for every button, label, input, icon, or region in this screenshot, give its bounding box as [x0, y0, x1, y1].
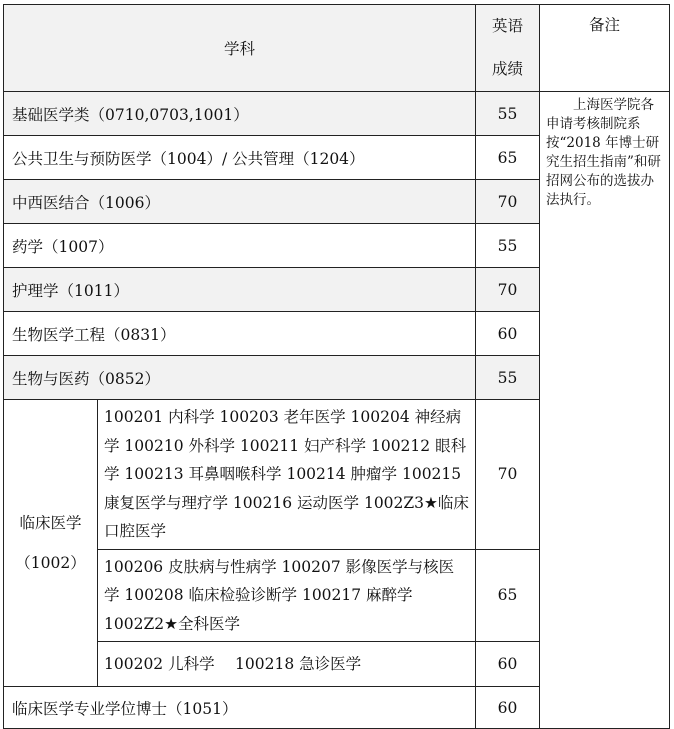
score-cell: 70 [476, 400, 540, 550]
header-score [476, 5, 540, 92]
clinical-subjects-60: 100202 儿科学 100218 急诊医学 [98, 642, 476, 687]
table-row [4, 92, 670, 136]
clinical-label-line2: （1002） [15, 554, 86, 572]
subject-cell: 生物与医药（0852） [4, 356, 476, 400]
score-cell: 65 [476, 136, 540, 180]
score-cell: 55 [476, 356, 540, 400]
score-cell: 70 [476, 268, 540, 312]
clinical-label [4, 400, 98, 687]
clinical-subjects-70: 100201 内科学 100203 老年医学 100204 神经病学 100210 外科学 100211 妇产科学 100212 眼科学 100213 耳鼻咽喉科学 100214 肿瘤学 100215 康复医学与理疗学 100216 运动医学 1002Z3★临床口腔医学 [98, 400, 476, 550]
score-cell: 55 [476, 224, 540, 268]
score-cell: 70 [476, 180, 540, 224]
subject-cell: 公共卫生与预防医学（1004）/ 公共管理（1204） [4, 136, 476, 180]
header-note: 备注 [540, 5, 670, 92]
score-cell: 60 [476, 687, 540, 729]
note-text: 上海医学院各申请考核制院系按“2018 年博士研究生招生指南”和研招网公布的选拔办法执行。 [546, 97, 661, 208]
header-score-line2: 成绩 [492, 60, 524, 78]
header-subject: 学科 [4, 5, 476, 92]
score-cell: 65 [476, 549, 540, 642]
subject-cell: 基础医学类（0710,0703,1001） [4, 92, 476, 136]
subject-cell: 护理学（1011） [4, 268, 476, 312]
clinical-label-line1: 临床医学 [19, 514, 82, 532]
clinical-subjects-65: 100206 皮肤病与性病学 100207 影像医学与核医学 100208 临床检验诊断学 100217 麻醉学 1002Z2★全科医学 [98, 549, 476, 642]
subject-cell: 临床医学专业学位博士（1051） [4, 687, 476, 729]
score-cell: 60 [476, 312, 540, 356]
subject-cell: 中西医结合（1006） [4, 180, 476, 224]
header-row [4, 5, 670, 92]
score-cell: 55 [476, 92, 540, 136]
subject-cell: 生物医学工程（0831） [4, 312, 476, 356]
subject-cell: 药学（1007） [4, 224, 476, 268]
note-cell [540, 92, 670, 729]
admission-table [3, 4, 670, 729]
score-cell: 60 [476, 642, 540, 687]
header-score-line1: 英语 [492, 17, 524, 35]
